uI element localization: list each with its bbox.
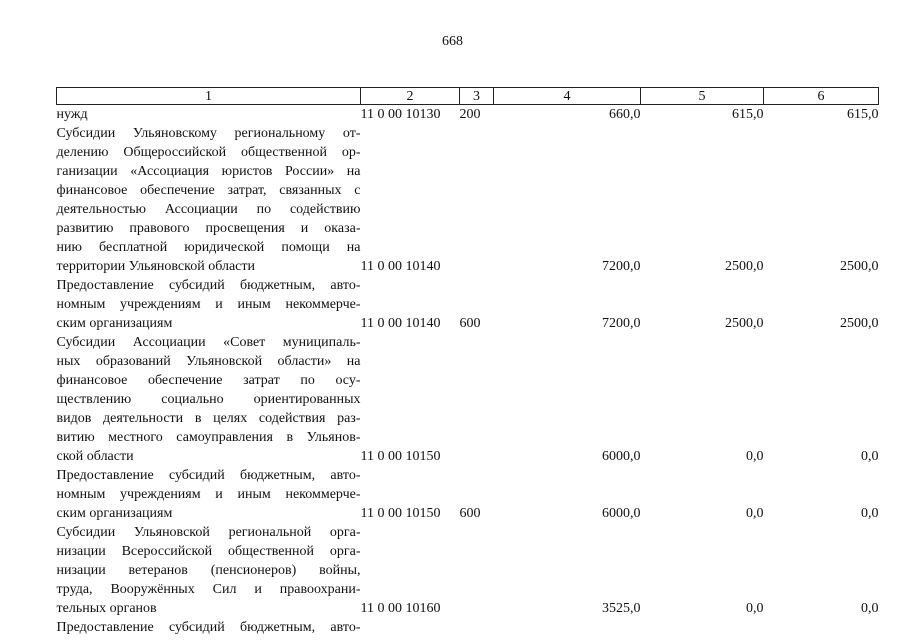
row-value-3: 2500,0 — [840, 316, 879, 331]
row-expense-type: 600 — [459, 506, 481, 521]
row-value-2: 615,0 — [732, 107, 764, 122]
row-description: нужд — [56, 107, 88, 122]
header-col-4: 4 — [494, 88, 641, 105]
table-row — [57, 466, 879, 523]
header-row — [57, 88, 879, 105]
row-expense-type: 600 — [459, 316, 481, 331]
table-row — [57, 105, 879, 125]
row-value-3: 0,0 — [861, 601, 879, 616]
header-col-3: 3 — [460, 88, 494, 105]
row-value-1: 3525,0 — [602, 601, 641, 616]
row-description: Предоставление субсидий бюджетным, авто- — [56, 620, 361, 635]
row-expense-type — [460, 523, 494, 618]
table-row — [57, 276, 879, 333]
row-value-2: 0,0 — [746, 601, 764, 616]
row-expense-type: 200 — [459, 107, 481, 122]
row-value-2 — [641, 618, 764, 637]
page-number: 668 — [442, 34, 463, 49]
row-expense-type — [460, 333, 494, 466]
row-value-3: 615,0 — [847, 107, 879, 122]
header-col-6: 6 — [764, 88, 879, 105]
row-code: 11 0 00 10140 — [360, 259, 441, 274]
row-expense-type — [460, 618, 494, 637]
row-description: Предоставление субсидий бюджетным, авто- номным учреждениям и иным некоммерче- ским организациям — [56, 278, 361, 331]
row-code: 11 0 00 10150 — [360, 449, 441, 464]
table-row — [57, 618, 879, 637]
header-col-2: 2 — [361, 88, 460, 105]
header-col-1: 1 — [57, 88, 361, 105]
row-value-2: 2500,0 — [725, 259, 764, 274]
row-code: 11 0 00 10150 — [360, 506, 441, 521]
row-description: Предоставление субсидий бюджетным, авто- номным учреждениям и иным некоммерче- ским организациям — [56, 468, 361, 521]
row-value-1: 6000,0 — [602, 449, 641, 464]
row-value-1: 660,0 — [609, 107, 641, 122]
row-value-1: 7200,0 — [602, 259, 641, 274]
row-description: Субсидии Ассоциации «Совет муниципаль- ных образований Ульяновской области» на финансовое обеспечение затрат по осу- ществлению социально ориентированных видов деятельности в целях содействия раз- витию местного самоуправления в Ульянов- ской области — [56, 335, 361, 464]
row-code — [361, 618, 460, 637]
row-description: Субсидии Ульяновской региональной орга- низации Всероссийской общественной орга- низации ветеранов (пенсионеров) войны, труда, Вооружённых Сил и правоохрани- тельных органов — [56, 525, 361, 616]
row-code: 11 0 00 10160 — [360, 601, 441, 616]
table-row — [57, 523, 879, 618]
row-value-3: 2500,0 — [840, 259, 879, 274]
row-expense-type — [460, 124, 494, 276]
row-code: 11 0 00 10140 — [360, 316, 441, 331]
row-value-2: 0,0 — [746, 449, 764, 464]
header-col-5: 5 — [641, 88, 764, 105]
table-row — [57, 124, 879, 276]
row-value-2: 2500,0 — [725, 316, 764, 331]
row-value-1 — [494, 618, 641, 637]
table-row — [57, 333, 879, 466]
row-value-1: 6000,0 — [602, 506, 641, 521]
row-value-1: 7200,0 — [602, 316, 641, 331]
budget-table — [56, 87, 879, 637]
row-value-3: 0,0 — [861, 449, 879, 464]
row-code: 11 0 00 10130 — [360, 107, 441, 122]
row-value-3: 0,0 — [861, 506, 879, 521]
row-value-2: 0,0 — [746, 506, 764, 521]
row-description: Субсидии Ульяновскому региональному от- делению Общероссийской общественной ор- ганизации «Ассоциация юристов России» на финансовое обеспечение затрат, связанных с деятельностью Ассоциации по содействию развитию правового просвещения и оказа- нию бесплатной юридической помощи на территории Ульяновской области — [56, 126, 361, 274]
row-value-3 — [764, 618, 879, 637]
